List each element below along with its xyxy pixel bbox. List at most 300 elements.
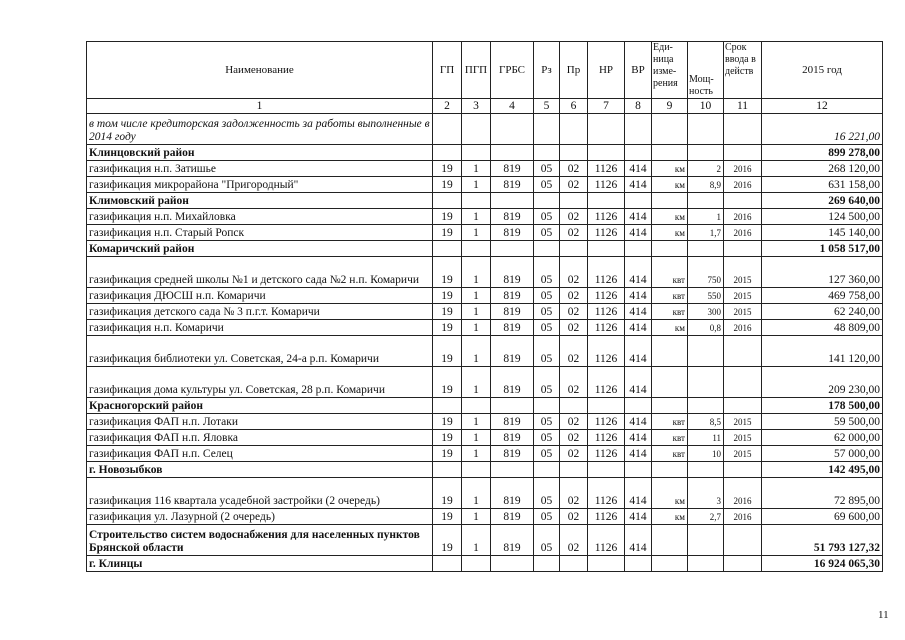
cell-gp: [433, 145, 462, 161]
cell-vr: 414: [625, 257, 652, 288]
cell-nr: [588, 145, 625, 161]
cell-vr: [625, 241, 652, 257]
table-row: [87, 478, 883, 509]
cell-grbs: 819: [491, 288, 534, 304]
cell-power: 10: [688, 446, 724, 462]
cell-amount: 62 000,00: [762, 430, 883, 446]
cell-term: [724, 114, 762, 145]
cell-pgp: 1: [462, 525, 491, 556]
cell-power: 3: [688, 478, 724, 509]
cell-name: Клинцовский район: [87, 145, 433, 161]
cell-amount: 72 895,00: [762, 478, 883, 509]
table-row: [87, 225, 883, 241]
cell-pr: 02: [560, 336, 588, 367]
cell-nr: 1126: [588, 367, 625, 398]
cell-name: в том числе кредиторская задолженность за работы выполненные в 2014 году: [87, 114, 433, 145]
cell-rz: 05: [534, 320, 560, 336]
cell-term: [724, 336, 762, 367]
table-row: [87, 288, 883, 304]
cell-gp: 19: [433, 257, 462, 288]
cell-term: 2015: [724, 430, 762, 446]
cell-pr: 02: [560, 288, 588, 304]
header-row: [87, 42, 883, 99]
cell-rz: [534, 114, 560, 145]
cell-pgp: 1: [462, 225, 491, 241]
cell-name: газификация н.п. Михайловка: [87, 209, 433, 225]
cell-pr: [560, 241, 588, 257]
cell-unit: км: [652, 509, 688, 525]
cell-name: газификация н.п. Комаричи: [87, 320, 433, 336]
col-header-rz: Рз: [534, 42, 560, 99]
cell-nr: [588, 114, 625, 145]
cell-grbs: 819: [491, 430, 534, 446]
cell-pgp: 1: [462, 304, 491, 320]
cell-vr: 414: [625, 177, 652, 193]
cell-pgp: [462, 241, 491, 257]
cell-amount: 127 360,00: [762, 257, 883, 288]
table-row: [87, 430, 883, 446]
cell-gp: 19: [433, 209, 462, 225]
cell-pr: 02: [560, 320, 588, 336]
col-header-pgp: ПГП: [462, 42, 491, 99]
cell-term: 2016: [724, 478, 762, 509]
cell-power: 8,9: [688, 177, 724, 193]
cell-pr: 02: [560, 209, 588, 225]
cell-rz: 05: [534, 478, 560, 509]
col-number: 9: [652, 99, 688, 114]
cell-pgp: 1: [462, 446, 491, 462]
cell-power: [688, 525, 724, 556]
section-row: [87, 462, 883, 478]
cell-pgp: 1: [462, 320, 491, 336]
cell-pgp: 1: [462, 288, 491, 304]
cell-gp: 19: [433, 225, 462, 241]
cell-gp: [433, 114, 462, 145]
cell-term: 2015: [724, 304, 762, 320]
cell-power: 2: [688, 161, 724, 177]
cell-power: [688, 556, 724, 572]
cell-term: 2015: [724, 288, 762, 304]
cell-power: 300: [688, 304, 724, 320]
cell-unit: квт: [652, 304, 688, 320]
cell-rz: 05: [534, 446, 560, 462]
cell-term: 2016: [724, 161, 762, 177]
cell-pr: [560, 556, 588, 572]
cell-unit: [652, 462, 688, 478]
cell-pr: 02: [560, 177, 588, 193]
cell-amount: 209 230,00: [762, 367, 883, 398]
cell-rz: 05: [534, 177, 560, 193]
cell-name: газификация ул. Лазурной (2 очередь): [87, 509, 433, 525]
cell-term: [724, 462, 762, 478]
cell-pr: 02: [560, 430, 588, 446]
cell-grbs: [491, 462, 534, 478]
cell-term: 2016: [724, 225, 762, 241]
cell-power: [688, 336, 724, 367]
cell-gp: 19: [433, 446, 462, 462]
cell-pgp: [462, 193, 491, 209]
cell-pr: 02: [560, 304, 588, 320]
col-header-vr: ВР: [625, 42, 652, 99]
col-header-term: Срок ввода в действ: [724, 42, 762, 99]
cell-pgp: 1: [462, 209, 491, 225]
cell-term: 2015: [724, 414, 762, 430]
cell-power: [688, 241, 724, 257]
cell-unit: [652, 525, 688, 556]
cell-name: газификация ФАП н.п. Лотаки: [87, 414, 433, 430]
cell-vr: 414: [625, 225, 652, 241]
cell-amount: 16 221,00: [762, 114, 883, 145]
cell-power: 8,5: [688, 414, 724, 430]
cell-name: газификация библиотеки ул. Советская, 24-а р.п. Комаричи: [87, 336, 433, 367]
cell-nr: 1126: [588, 177, 625, 193]
cell-pgp: 1: [462, 509, 491, 525]
cell-gp: 19: [433, 304, 462, 320]
cell-pr: [560, 193, 588, 209]
table-row: [87, 446, 883, 462]
cell-unit: квт: [652, 414, 688, 430]
cell-nr: 1126: [588, 478, 625, 509]
cell-rz: 05: [534, 430, 560, 446]
cell-gp: [433, 193, 462, 209]
cell-grbs: 819: [491, 446, 534, 462]
cell-vr: 414: [625, 336, 652, 367]
cell-gp: 19: [433, 177, 462, 193]
cell-pr: [560, 462, 588, 478]
cell-nr: 1126: [588, 225, 625, 241]
cell-nr: 1126: [588, 525, 625, 556]
cell-nr: [588, 241, 625, 257]
cell-vr: 414: [625, 304, 652, 320]
col-header-pr: Пр: [560, 42, 588, 99]
cell-nr: 1126: [588, 414, 625, 430]
cell-grbs: 819: [491, 367, 534, 398]
cell-unit: квт: [652, 257, 688, 288]
cell-unit: км: [652, 478, 688, 509]
cell-gp: 19: [433, 414, 462, 430]
page-number: 11: [878, 609, 889, 621]
cell-gp: 19: [433, 525, 462, 556]
cell-vr: [625, 462, 652, 478]
cell-rz: 05: [534, 161, 560, 177]
budget-table: [86, 41, 883, 572]
cell-nr: 1126: [588, 430, 625, 446]
cell-rz: 05: [534, 525, 560, 556]
cell-name: газификация н.п. Старый Ропск: [87, 225, 433, 241]
section-row: [87, 145, 883, 161]
cell-power: [688, 193, 724, 209]
cell-rz: 05: [534, 509, 560, 525]
cell-pgp: 1: [462, 478, 491, 509]
section-row: [87, 241, 883, 257]
cell-term: [724, 525, 762, 556]
cell-name: газификация 116 квартала усадебной застройки (2 очередь): [87, 478, 433, 509]
col-header-nr: НР: [588, 42, 625, 99]
cell-pgp: [462, 462, 491, 478]
cell-grbs: [491, 241, 534, 257]
cell-amount: 1 058 517,00: [762, 241, 883, 257]
cell-nr: [588, 193, 625, 209]
cell-power: [688, 145, 724, 161]
cell-unit: [652, 145, 688, 161]
section-row: [87, 398, 883, 414]
cell-unit: км: [652, 225, 688, 241]
cell-vr: [625, 114, 652, 145]
cell-rz: [534, 462, 560, 478]
cell-nr: 1126: [588, 336, 625, 367]
cell-pgp: 1: [462, 414, 491, 430]
cell-pgp: [462, 114, 491, 145]
cell-power: 1,7: [688, 225, 724, 241]
section-row: [87, 525, 883, 556]
cell-amount: 145 140,00: [762, 225, 883, 241]
cell-unit: [652, 336, 688, 367]
cell-amount: 178 500,00: [762, 398, 883, 414]
cell-vr: 414: [625, 430, 652, 446]
cell-amount: 899 278,00: [762, 145, 883, 161]
cell-amount: 51 793 127,32: [762, 525, 883, 556]
cell-unit: [652, 193, 688, 209]
cell-pgp: 1: [462, 336, 491, 367]
cell-pgp: 1: [462, 177, 491, 193]
table-row: [87, 304, 883, 320]
table-row: [87, 161, 883, 177]
cell-gp: 19: [433, 336, 462, 367]
section-row: [87, 556, 883, 572]
cell-term: 2016: [724, 320, 762, 336]
cell-nr: [588, 462, 625, 478]
cell-name: газификация ФАП н.п. Селец: [87, 446, 433, 462]
cell-pr: 02: [560, 257, 588, 288]
cell-term: 2016: [724, 209, 762, 225]
cell-pgp: [462, 556, 491, 572]
table-row: [87, 209, 883, 225]
cell-vr: [625, 398, 652, 414]
cell-grbs: 819: [491, 177, 534, 193]
cell-name: газификация ФАП н.п. Яловка: [87, 430, 433, 446]
cell-unit: [652, 556, 688, 572]
cell-grbs: 819: [491, 478, 534, 509]
cell-gp: [433, 398, 462, 414]
col-number: 6: [560, 99, 588, 114]
table-row: [87, 336, 883, 367]
cell-term: [724, 241, 762, 257]
col-number: 7: [588, 99, 625, 114]
col-number: 3: [462, 99, 491, 114]
cell-rz: [534, 193, 560, 209]
cell-grbs: [491, 556, 534, 572]
cell-rz: 05: [534, 257, 560, 288]
cell-nr: 1126: [588, 304, 625, 320]
table-row: [87, 320, 883, 336]
cell-grbs: 819: [491, 320, 534, 336]
cell-rz: 05: [534, 209, 560, 225]
cell-amount: 141 120,00: [762, 336, 883, 367]
cell-pr: 02: [560, 414, 588, 430]
cell-power: [688, 367, 724, 398]
cell-amount: 142 495,00: [762, 462, 883, 478]
cell-power: 1: [688, 209, 724, 225]
cell-vr: 414: [625, 446, 652, 462]
cell-term: [724, 145, 762, 161]
cell-unit: [652, 398, 688, 414]
cell-nr: 1126: [588, 257, 625, 288]
cell-amount: 631 158,00: [762, 177, 883, 193]
cell-grbs: 819: [491, 225, 534, 241]
cell-gp: 19: [433, 161, 462, 177]
cell-amount: 62 240,00: [762, 304, 883, 320]
cell-name: Комаричский район: [87, 241, 433, 257]
col-header-unit: Еди-ница изме-рения: [652, 42, 688, 99]
cell-vr: 414: [625, 209, 652, 225]
cell-amount: 268 120,00: [762, 161, 883, 177]
cell-name: г. Клинцы: [87, 556, 433, 572]
cell-nr: 1126: [588, 161, 625, 177]
cell-nr: [588, 398, 625, 414]
cell-gp: 19: [433, 288, 462, 304]
cell-grbs: 819: [491, 509, 534, 525]
cell-rz: [534, 145, 560, 161]
cell-nr: 1126: [588, 446, 625, 462]
cell-rz: 05: [534, 304, 560, 320]
cell-power: 2,7: [688, 509, 724, 525]
cell-grbs: 819: [491, 336, 534, 367]
col-number: 12: [762, 99, 883, 114]
col-header-name: Наименование: [87, 42, 433, 99]
cell-name: г. Новозыбков: [87, 462, 433, 478]
cell-term: 2016: [724, 509, 762, 525]
cell-vr: 414: [625, 525, 652, 556]
cell-pr: [560, 114, 588, 145]
cell-gp: 19: [433, 367, 462, 398]
col-number: 1: [87, 99, 433, 114]
cell-gp: [433, 241, 462, 257]
table-row: [87, 114, 883, 145]
cell-name: газификация детского сада № 3 п.г.т. Комаричи: [87, 304, 433, 320]
table-row: [87, 257, 883, 288]
cell-amount: 57 000,00: [762, 446, 883, 462]
cell-nr: 1126: [588, 288, 625, 304]
cell-power: [688, 114, 724, 145]
cell-nr: 1126: [588, 320, 625, 336]
cell-pr: 02: [560, 367, 588, 398]
cell-pr: 02: [560, 525, 588, 556]
cell-gp: 19: [433, 509, 462, 525]
cell-gp: 19: [433, 320, 462, 336]
cell-nr: [588, 556, 625, 572]
cell-rz: 05: [534, 225, 560, 241]
cell-rz: [534, 556, 560, 572]
cell-pr: 02: [560, 478, 588, 509]
cell-vr: 414: [625, 161, 652, 177]
cell-term: 2016: [724, 177, 762, 193]
cell-grbs: [491, 398, 534, 414]
cell-power: [688, 398, 724, 414]
cell-vr: [625, 556, 652, 572]
cell-term: [724, 193, 762, 209]
cell-name: газификация средней школы №1 и детского сада №2 н.п. Комаричи: [87, 257, 433, 288]
cell-term: 2015: [724, 446, 762, 462]
cell-amount: 16 924 065,30: [762, 556, 883, 572]
cell-pr: 02: [560, 225, 588, 241]
cell-amount: 48 809,00: [762, 320, 883, 336]
col-header-grbs: ГРБС: [491, 42, 534, 99]
section-row: [87, 193, 883, 209]
cell-unit: квт: [652, 446, 688, 462]
cell-amount: 69 600,00: [762, 509, 883, 525]
table-row: [87, 414, 883, 430]
cell-pr: [560, 398, 588, 414]
cell-grbs: 819: [491, 414, 534, 430]
cell-pgp: 1: [462, 430, 491, 446]
cell-amount: 269 640,00: [762, 193, 883, 209]
cell-term: [724, 398, 762, 414]
cell-name: газификация дома культуры ул. Советская, 28 р.п. Комаричи: [87, 367, 433, 398]
cell-vr: 414: [625, 320, 652, 336]
cell-amount: 469 758,00: [762, 288, 883, 304]
col-number: 11: [724, 99, 762, 114]
cell-power: [688, 462, 724, 478]
cell-vr: 414: [625, 367, 652, 398]
cell-rz: 05: [534, 367, 560, 398]
table-row: [87, 367, 883, 398]
cell-pr: [560, 145, 588, 161]
col-header-gp: ГП: [433, 42, 462, 99]
cell-nr: 1126: [588, 209, 625, 225]
cell-name: газификация ДЮСШ н.п. Комаричи: [87, 288, 433, 304]
col-number: 2: [433, 99, 462, 114]
cell-unit: км: [652, 161, 688, 177]
cell-amount: 59 500,00: [762, 414, 883, 430]
cell-grbs: [491, 145, 534, 161]
cell-unit: [652, 241, 688, 257]
cell-term: [724, 556, 762, 572]
cell-term: [724, 367, 762, 398]
cell-vr: 414: [625, 478, 652, 509]
cell-unit: квт: [652, 430, 688, 446]
cell-rz: [534, 241, 560, 257]
cell-unit: км: [652, 209, 688, 225]
cell-vr: 414: [625, 288, 652, 304]
cell-pr: 02: [560, 446, 588, 462]
cell-power: 11: [688, 430, 724, 446]
cell-pgp: 1: [462, 367, 491, 398]
col-number: 8: [625, 99, 652, 114]
cell-gp: [433, 462, 462, 478]
cell-power: 0,8: [688, 320, 724, 336]
cell-gp: 19: [433, 430, 462, 446]
cell-gp: 19: [433, 478, 462, 509]
cell-name: Строительство систем водоснабжения для населенных пунктов Брянской области: [87, 525, 433, 556]
cell-rz: [534, 398, 560, 414]
cell-gp: [433, 556, 462, 572]
cell-rz: 05: [534, 336, 560, 367]
table-row: [87, 509, 883, 525]
col-header-amount: 2015 год: [762, 42, 883, 99]
cell-unit: км: [652, 177, 688, 193]
cell-grbs: [491, 114, 534, 145]
column-number-row: [87, 99, 883, 114]
cell-name: газификация микрорайона "Пригородный": [87, 177, 433, 193]
cell-name: газификация н.п. Затишье: [87, 161, 433, 177]
cell-vr: 414: [625, 414, 652, 430]
cell-grbs: 819: [491, 209, 534, 225]
cell-pr: 02: [560, 161, 588, 177]
col-header-power: Мощ-ность: [688, 42, 724, 99]
cell-pgp: [462, 145, 491, 161]
cell-rz: 05: [534, 288, 560, 304]
cell-grbs: 819: [491, 304, 534, 320]
